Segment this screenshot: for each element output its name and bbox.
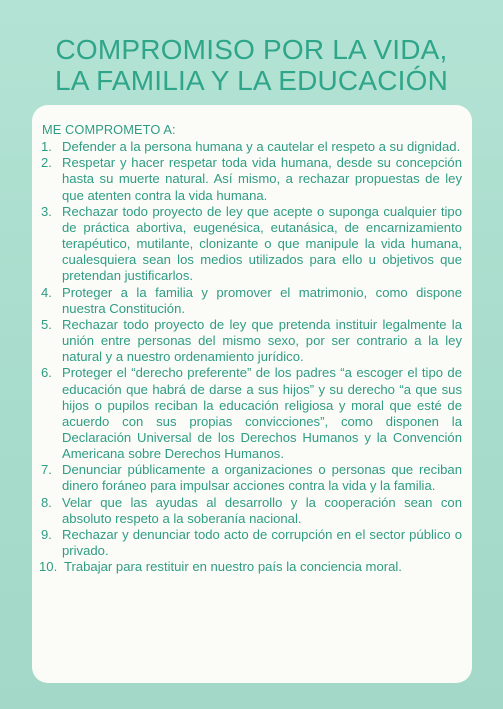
item-text: Rechazar y denunciar todo acto de corrupción en el sector público o privado. xyxy=(62,526,462,559)
item-number: 3. xyxy=(41,203,52,219)
commitment-item xyxy=(42,155,462,203)
item-text: Defender a la persona humana y a cautelar el respeto a su dignidad. xyxy=(62,139,461,155)
item-number: 1. xyxy=(41,139,52,155)
commitment-item xyxy=(42,527,462,559)
commitment-intro: ME COMPROMETO A: xyxy=(42,122,176,137)
commitment-item xyxy=(39,559,462,575)
item-text: Rechazar todo proyecto de ley que pretenda instituir legalmente la unión entre personas del mismo sexo, por ser contrario a la ley natural y a nuestro ordenamiento jurídico. xyxy=(62,316,462,365)
item-number: 2. xyxy=(41,155,52,171)
item-text: Trabajar para restituir en nuestro país la conciencia moral. xyxy=(64,559,402,575)
item-number: 8. xyxy=(41,494,52,510)
commitment-item xyxy=(42,462,462,494)
item-number: 10. xyxy=(39,559,58,575)
page-title xyxy=(0,34,503,96)
commitment-item xyxy=(42,365,462,462)
item-text: Respetar y hacer respetar toda vida humana, desde su concepción hasta su muerte natural. Así mismo, a rechazar propuestas de ley que atenten contra la vida humana. xyxy=(62,155,462,203)
commitment-list xyxy=(39,139,462,575)
item-text: Velar que las ayudas al desarrollo y la cooperación sean con absoluto respeto a la soberanía nacional. xyxy=(62,494,462,526)
item-number: 4. xyxy=(41,284,52,300)
commitment-item xyxy=(42,317,462,365)
commitment-item xyxy=(42,204,462,285)
commitment-card xyxy=(32,105,472,683)
item-number: 9. xyxy=(41,526,52,542)
commitment-item xyxy=(42,285,462,317)
item-text: Proteger el “derecho preferente” de los padres “a escoger el tipo de educación que habrá de darse a sus hijos” y su derecho “a que sus hijos o pupilos reciban la educación religiosa y moral que esté de acuerdo con sus propias convicciones”, como disponen la Declaración Universal de los Derechos Humanos y la Convención Americana sobre Derechos Humanos. xyxy=(62,365,462,462)
item-number: 6. xyxy=(41,365,52,381)
item-text: Proteger a la familia y promover el matrimonio, como dispone nuestra Constitución. xyxy=(62,284,462,316)
title-line-1: COMPROMISO POR LA VIDA, xyxy=(55,34,448,65)
item-number: 7. xyxy=(41,462,52,478)
item-number: 5. xyxy=(41,316,52,332)
item-text: Rechazar todo proyecto de ley que acepte o suponga cualquier tipo de práctica abortiva, eugenésica, eutanásica, de encarnizamiento terapéutico, mutilante, clonizante o que manipule la vida humana, cualesquiera sean los medios utilizados para ello u objetivos que pretendan justificarlos. xyxy=(62,203,462,284)
commitment-item xyxy=(42,139,462,155)
item-text: Denunciar públicamente a organizaciones o personas que reciban dinero foráneo para impulsar acciones contra la vida y la familia. xyxy=(62,462,462,494)
title-line-2: LA FAMILIA Y LA EDUCACIÓN xyxy=(54,65,449,96)
commitment-item xyxy=(42,495,462,527)
